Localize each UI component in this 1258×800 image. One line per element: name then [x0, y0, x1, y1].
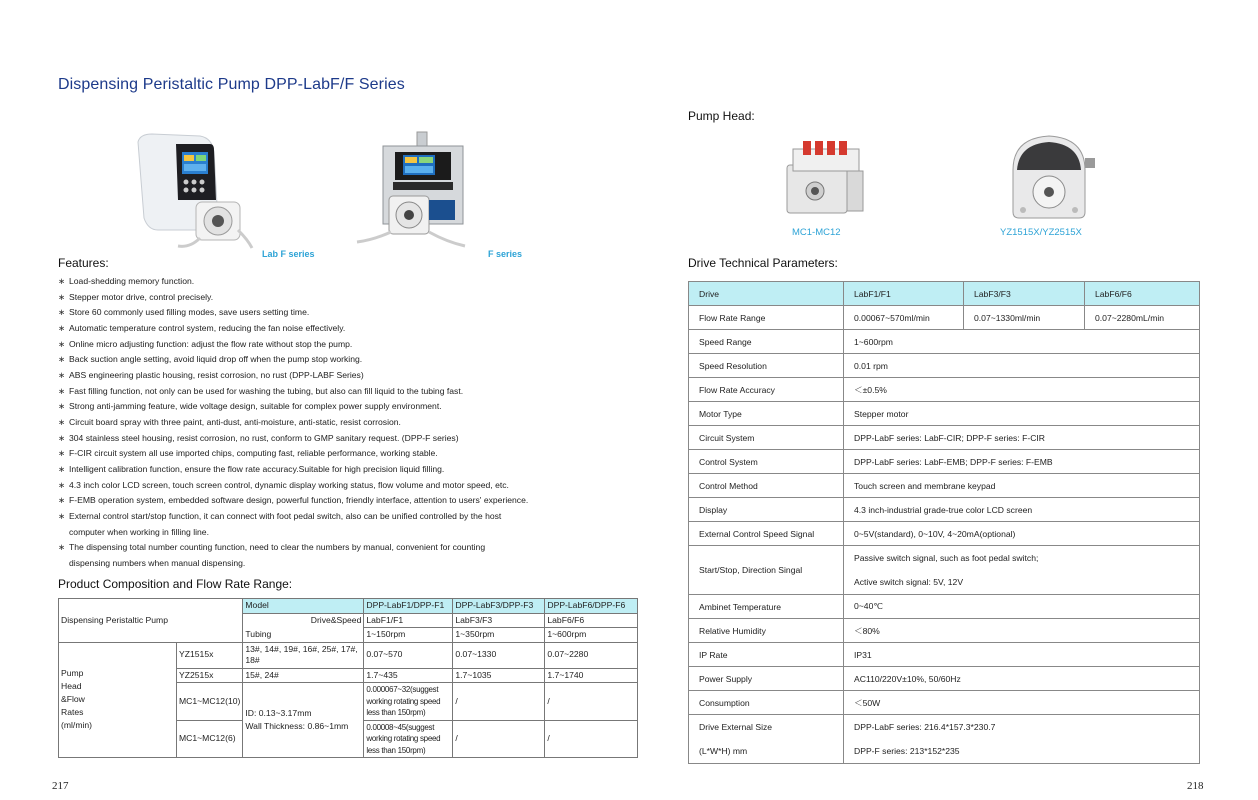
feature-item: ∗ F-CIR circuit system all use imported chips, computing fast, reliable performance, working stable. [58, 446, 598, 462]
table-row [689, 498, 1200, 522]
tubing-mc10: ID: 0.13~3.17mm [243, 683, 364, 721]
head-yz2515x: YZ2515x [177, 668, 243, 683]
asterisk-icon: ∗ [58, 432, 66, 443]
param-value: 0~5V(standard), 0~10V, 4~20mA(optional) [844, 522, 1200, 546]
composition-table [58, 598, 638, 758]
param-label: Power Supply [689, 667, 844, 691]
param-value: 0~40℃ [844, 595, 1200, 619]
param-value: 1~600rpm [844, 330, 1200, 354]
flow-mc10-2: / [453, 683, 545, 721]
speed-1: 1~150rpm [364, 628, 453, 643]
table-row [689, 402, 1200, 426]
flow-mc6-3: / [545, 720, 638, 758]
asterisk-icon: ∗ [58, 495, 66, 506]
param-label: Control Method [689, 474, 844, 498]
flow-yz2515x-3: 1.7~1740 [545, 668, 638, 683]
composition-heading: Product Composition and Flow Rate Range: [58, 577, 293, 591]
feature-item: ∗ Online micro adjusting function: adjust the flow rate without stop the pump. [58, 337, 598, 353]
param-label: Speed Range [689, 330, 844, 354]
drive-2: LabF3/F3 [453, 613, 545, 628]
param-label: Motor Type [689, 402, 844, 426]
flow-mc10-1: 0.000067~32(suggest working rotating speed less than 150rpm) [364, 683, 453, 721]
feature-item: ∗ Back suction angle setting, avoid liquid drop off when the pump stop working. [58, 352, 598, 368]
labf-series-label: Lab F series [262, 249, 315, 259]
head-mc10: MC1~MC12(10) [177, 683, 243, 721]
param-label: Drive External Size (L*W*H) mm [689, 715, 844, 764]
asterisk-icon: ∗ [58, 542, 66, 553]
features-list [58, 274, 598, 571]
param-label: Control System [689, 450, 844, 474]
table-row [689, 378, 1200, 402]
param-value: Stepper motor [844, 402, 1200, 426]
asterisk-icon: ∗ [58, 338, 66, 349]
param-label: Speed Resolution [689, 354, 844, 378]
header-drive: Drive [689, 282, 844, 306]
asterisk-icon: ∗ [58, 291, 66, 302]
table-row [689, 643, 1200, 667]
asterisk-icon: ∗ [58, 510, 66, 521]
asterisk-icon: ∗ [58, 369, 66, 380]
param-value: DPP-LabF series: 216.4*157.3*230.7 DPP-F series: 213*152*235 [844, 715, 1200, 764]
flow-mc10-3: / [545, 683, 638, 721]
f-series-label: F series [488, 249, 523, 259]
model-col-1: DPP-LabF1/DPP-F1 [364, 599, 453, 614]
feature-item: ∗ F-EMB operation system, embedded software design, powerful function, friendly interface, attention to users' experience. [58, 493, 598, 509]
flow-mc6-2: / [453, 720, 545, 758]
feature-item-continuation: dispensing numbers when manual dispensing. [69, 557, 246, 568]
table-row [689, 522, 1200, 546]
header-labf6: LabF6/F6 [1085, 282, 1200, 306]
drive-3: LabF6/F6 [545, 613, 638, 628]
param-value: 0.01 rpm [844, 354, 1200, 378]
mc-pump-head-label: MC1-MC12 [792, 227, 841, 238]
flow-yz2515x-2: 1.7~1035 [453, 668, 545, 683]
table-row [689, 306, 1200, 330]
feature-item: ∗ ABS engineering plastic housing, resist corrosion, no rust (DPP-LABF Series) [58, 368, 598, 384]
pump-head-flow-label: Pump Head &Flow Rates (ml/min) [59, 642, 177, 758]
drive-1: LabF1/F1 [364, 613, 453, 628]
tubing-label: Tubing [243, 628, 364, 643]
yz-pump-head-label: YZ1515X/YZ2515X [1000, 227, 1082, 238]
pump-type-cell: Dispensing Peristaltic Pump [59, 599, 243, 643]
table-row [689, 691, 1200, 715]
param-label: IP Rate [689, 643, 844, 667]
flow-yz2515x-1: 1.7~435 [364, 668, 453, 683]
flow-mc6-1: 0.00008~45(suggest working rotating speed less than 150rpm) [364, 720, 453, 758]
table-row [689, 546, 1200, 595]
table-row [689, 450, 1200, 474]
feature-item: ∗ Strong anti-jamming feature, wide voltage design, suitable for complex power supply environment. [58, 399, 598, 415]
param-label: Flow Rate Range [689, 306, 844, 330]
flow-yz1515x-1: 0.07~570 [364, 642, 453, 668]
param-label: Relative Humidity [689, 619, 844, 643]
feature-item: ∗ Load-shedding memory function. [58, 274, 598, 290]
model-col-3: DPP-LabF6/DPP-F6 [545, 599, 638, 614]
param-value: AC110/220V±10%, 50/60Hz [844, 667, 1200, 691]
param-label: Ambinet Temperature [689, 595, 844, 619]
drive-params-heading: Drive Technical Parameters: [688, 256, 838, 270]
param-label: Circuit System [689, 426, 844, 450]
table-row [689, 667, 1200, 691]
param-value: ＜50W [844, 691, 1200, 715]
table-header-row [689, 282, 1200, 306]
asterisk-icon: ∗ [58, 276, 66, 286]
head-mc6: MC1~MC12(6) [177, 720, 243, 758]
flow-yz1515x-2: 0.07~1330 [453, 642, 545, 668]
labf-pump-image [130, 130, 255, 255]
drive-params-table [688, 281, 1200, 764]
asterisk-icon: ∗ [58, 479, 66, 490]
yz-pump-head-image [1003, 130, 1095, 222]
header-labf3: LabF3/F3 [964, 282, 1085, 306]
head-yz1515x: YZ1515x [177, 642, 243, 668]
flow-yz1515x-3: 0.07~2280 [545, 642, 638, 668]
table-row [689, 354, 1200, 378]
asterisk-icon: ∗ [58, 463, 66, 474]
table-row [689, 715, 1200, 764]
param-value: DPP-LabF series: LabF-EMB; DPP-F series: F-EMB [844, 450, 1200, 474]
asterisk-icon: ∗ [58, 354, 66, 365]
page-number-left: 217 [52, 780, 69, 792]
asterisk-icon: ∗ [58, 448, 66, 459]
param-value: 0.00067~570ml/min [844, 306, 964, 330]
table-row [689, 595, 1200, 619]
feature-item-continuation: computer when working in filling line. [69, 526, 209, 537]
table-row [689, 330, 1200, 354]
param-label: Consumption [689, 691, 844, 715]
asterisk-icon: ∗ [58, 416, 66, 427]
table-row [689, 619, 1200, 643]
param-value: ＜80% [844, 619, 1200, 643]
param-label: Start/Stop, Direction Singal [689, 546, 844, 595]
speed-2: 1~350rpm [453, 628, 545, 643]
param-label: External Control Speed Signal [689, 522, 844, 546]
param-value: 0.07~2280mL/min [1085, 306, 1200, 330]
asterisk-icon: ∗ [58, 385, 66, 396]
drive-speed-label: Drive&Speed [243, 613, 364, 628]
page-title: Dispensing Peristaltic Pump DPP-LabF/F Series [58, 76, 405, 93]
feature-item: ∗ 4.3 inch color LCD screen, touch screen control, dynamic display working status, flow volume and motor speed, etc. [58, 478, 598, 494]
asterisk-icon: ∗ [58, 401, 66, 412]
page-number-right: 218 [1187, 780, 1204, 792]
feature-item: ∗ Circuit board spray with three paint, anti-dust, anti-moisture, anti-static, resist corrosion. [58, 415, 598, 431]
param-label: Flow Rate Accuracy [689, 378, 844, 402]
param-value: DPP-LabF series: LabF-CIR; DPP-F series: F-CIR [844, 426, 1200, 450]
feature-item: ∗ External control start/stop function, it can connect with foot pedal switch, also can be unified controlled by the host [58, 509, 598, 525]
param-value: Passive switch signal, such as foot pedal switch; Active switch signal: 5V, 12V [844, 546, 1200, 595]
model-col-2: DPP-LabF3/DPP-F3 [453, 599, 545, 614]
speed-3: 1~600rpm [545, 628, 638, 643]
feature-item: ∗ The dispensing total number counting function, need to clear the numbers by manual, convenient for counting [58, 540, 598, 556]
feature-item: ∗ Fast filling function, not only can be used for washing the tubing, but also can fill liquid to the tubing fast. [58, 384, 598, 400]
mc-pump-head-image [783, 135, 868, 220]
param-value: ＜±0.5% [844, 378, 1200, 402]
feature-item: ∗ Automatic temperature control system, reducing the fan noise effectively. [58, 321, 598, 337]
param-value: 4.3 inch-industrial grade-true color LCD screen [844, 498, 1200, 522]
asterisk-icon: ∗ [58, 322, 66, 333]
feature-item: ∗ Intelligent calibration function, ensure the flow rate accuracy.Suitable for high precision liquid filling. [58, 462, 598, 478]
feature-item: ∗ Stepper motor drive, control precisely. [58, 290, 598, 306]
feature-item: ∗ 304 stainless steel housing, resist corrosion, no rust, conform to GMP sanitary request. (DPP-F series) [58, 431, 598, 447]
table-row [689, 474, 1200, 498]
header-labf1: LabF1/F1 [844, 282, 964, 306]
table-row [689, 426, 1200, 450]
feature-item: ∗ Store 60 commonly used filling modes, save users setting time. [58, 305, 598, 321]
f-series-pump-image [355, 130, 480, 255]
param-value: Touch screen and membrane keypad [844, 474, 1200, 498]
tubing-yz2515x: 15#, 24# [243, 668, 364, 683]
asterisk-icon: ∗ [58, 307, 66, 318]
tubing-mc6: Wall Thickness: 0.86~1mm [243, 720, 364, 758]
features-heading: Features: [58, 256, 109, 270]
param-value: IP31 [844, 643, 1200, 667]
param-value: 0.07~1330ml/min [964, 306, 1085, 330]
pump-head-heading: Pump Head: [688, 109, 755, 123]
tubing-yz1515x: 13#, 14#, 19#, 16#, 25#, 17#, 18# [243, 642, 364, 668]
model-header: Model [243, 599, 364, 614]
param-label: Display [689, 498, 844, 522]
